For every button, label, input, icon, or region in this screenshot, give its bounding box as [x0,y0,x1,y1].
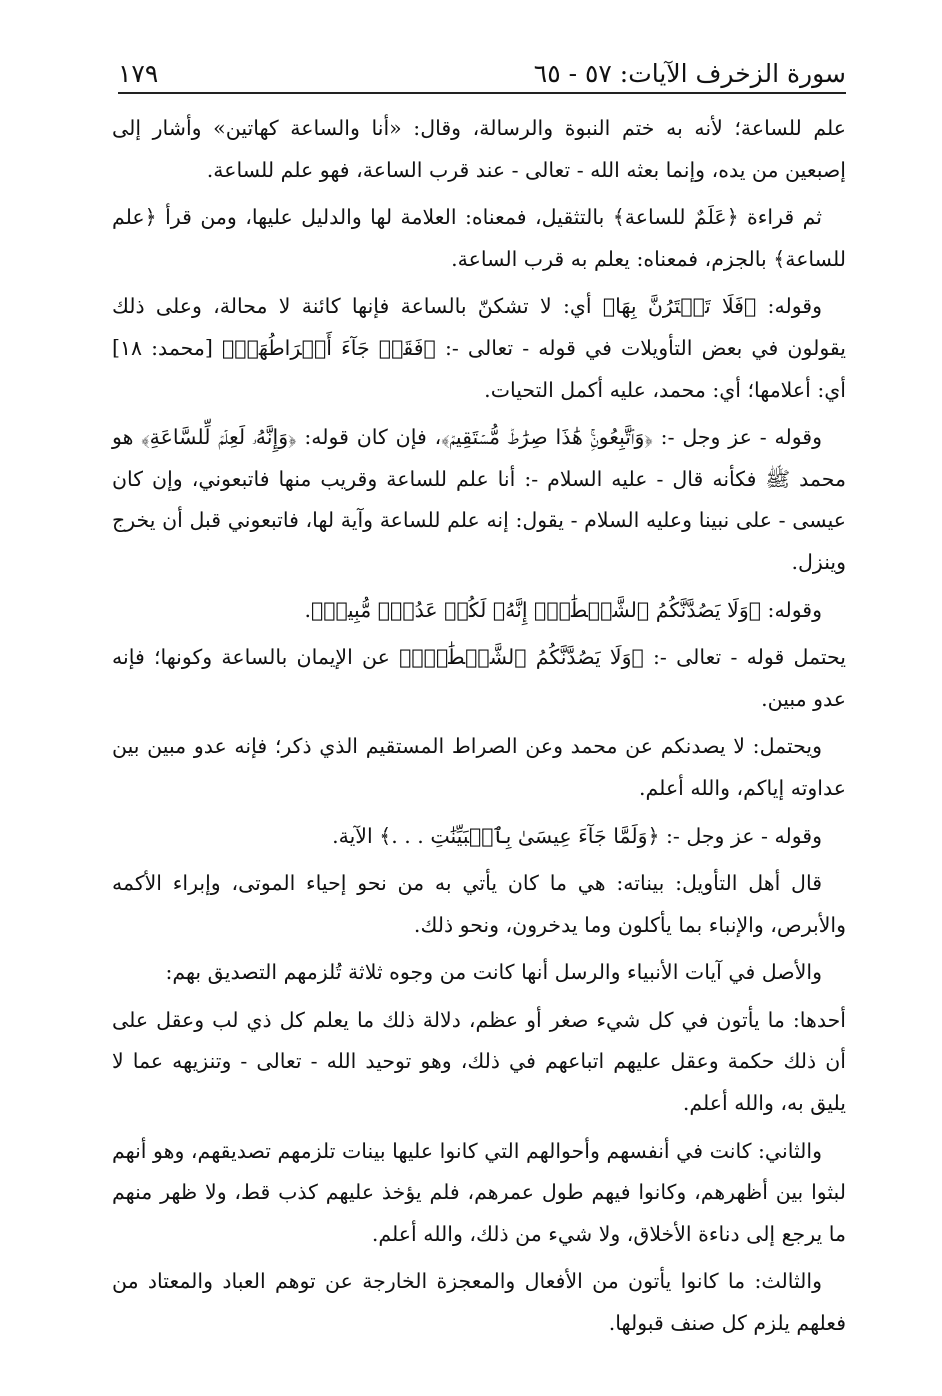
paragraph: والأصل في آيات الأنبياء والرسل أنها كانت من وجوه ثلاثة تُلزمهم التصديق بهم: [165,960,822,985]
paragraph: والثالث: ما كانوا يأتون من الأفعال والمعجزة الخارجة عن توهم العباد والمعتاد من فعلهم يلزم كل صنف قبولها. [112,1269,846,1336]
paragraph: والثاني: كانت في أنفسهم وأحوالهم التي كانوا عليها بينات تلزمهم تصديقهم، وهو أنهم لبثوا بين أظهرهم، وكانوا فيهم طول عمرهم، فلم يؤخذ عليهم كذب قط، ولا ظهر منهم ما يرجع إلى دناءة الأخلاق، ولا شيء من ذلك، والله أعلم. [112,1138,846,1246]
paragraph: وقوله - عز وجل -: ﴿وَٱتَّبِعُونِۚ هَٰذَا صِرَٰطٞ مُّسۡتَقِيمٞ﴾، فإن كان قوله: ﴿وَإِنَّهُۥ لَعِلۡمٞ لِّلسَّاعَةِ﴾ هو محمد ﷺ فكأنه قال - عليه السلام -: أنا علم للساعة وقريب منها فاتبعوني، وإن كان عيسى - على نبينا وعليه السلام - يقول: إنه علم للساعة وآية لها، فاتبعوني قبل أن يخرج وينزل. [112,425,846,574]
paragraph: ويحتمل: لا يصدنكم عن محمد وعن الصراط المستقيم الذي ذكر؛ فإنه عدو مبين بين عداوته إياكم، والله أعلم. [112,734,846,800]
paragraph: وقوله - عز وجل -: ﴿وَلَمَّا جَآءَ عِيسَىٰ بِٱلۡبَيِّنَٰتِ . . .﴾ الآية. [332,823,822,848]
paragraph: وقوله: ﴿فَلَا تَمۡتَرُنَّ بِهَا﴾ أي: لا تشكنّ بالساعة فإنها كائنة لا محالة، وعلى ذلك يقولون في بعض التأويلات في قوله - تعالى -: ﴿فَقَدۡ جَآءَ أَشۡرَاطُهَاۚ﴾ [محمد: ١٨] أي: أعلامها؛ أي: محمد، عليه أكمل التحيات. [112,294,846,402]
page-number: ١٧٩ [118,59,159,88]
page-header [118,40,846,88]
paragraph: أحدها: ما يأتون في كل شيء صغر أو عظم، دلالة ذلك ما يعلم كل ذي لب وعقل على أن ذلك حكمة وعقل عليهم اتباعهم في ذلك، وهو توحيد الله - تعالى - وتنزيهه عما لا يليق به، والله أعلم. [112,1007,846,1116]
paragraph: ثم قراءة ﴿عَلَمٌ للساعة﴾ بالتثقيل، فمعناه: العلامة لها والدليل عليها، ومن قرأ ﴿علم للساعة﴾ بالجزم، فمعناه: يعلم به قرب الساعة. [112,205,846,271]
main-text [112,108,846,1351]
surah-title: سورة الزخرف الآيات: ٥٧ - ٦٥ [533,59,846,88]
header-divider [118,92,846,94]
paragraph: قال أهل التأويل: بيناته: هي ما كان يأتي به من نحو إحياء الموتى، وإبراء الأكمه والأبرص، والإنباء بما يأكلون وما يدخرون، ونحو ذلك. [112,871,846,937]
paragraph: يحتمل قوله - تعالى -: ﴿وَلَا يَصُدَّنَّكُمُ ٱلشَّيۡطَٰنُۖ﴾ عن الإيمان بالساعة وكونها؛ فإنه عدو مبين. [112,645,846,711]
paragraph: علم للساعة؛ لأنه به ختم النبوة والرسالة، وقال: «أنا والساعة كهاتين» وأشار إلى إصبعين من يده، وإنما بعثه الله - تعالى - عند قرب الساعة، فهو علم للساعة. [112,116,846,182]
paragraph: وقوله: ﴿وَلَا يَصُدَّنَّكُمُ ٱلشَّيۡطَٰنُۖ إِنَّهُۥ لَكُمۡ عَدُوّٞ مُّبِينٞ﴾. [304,597,822,622]
